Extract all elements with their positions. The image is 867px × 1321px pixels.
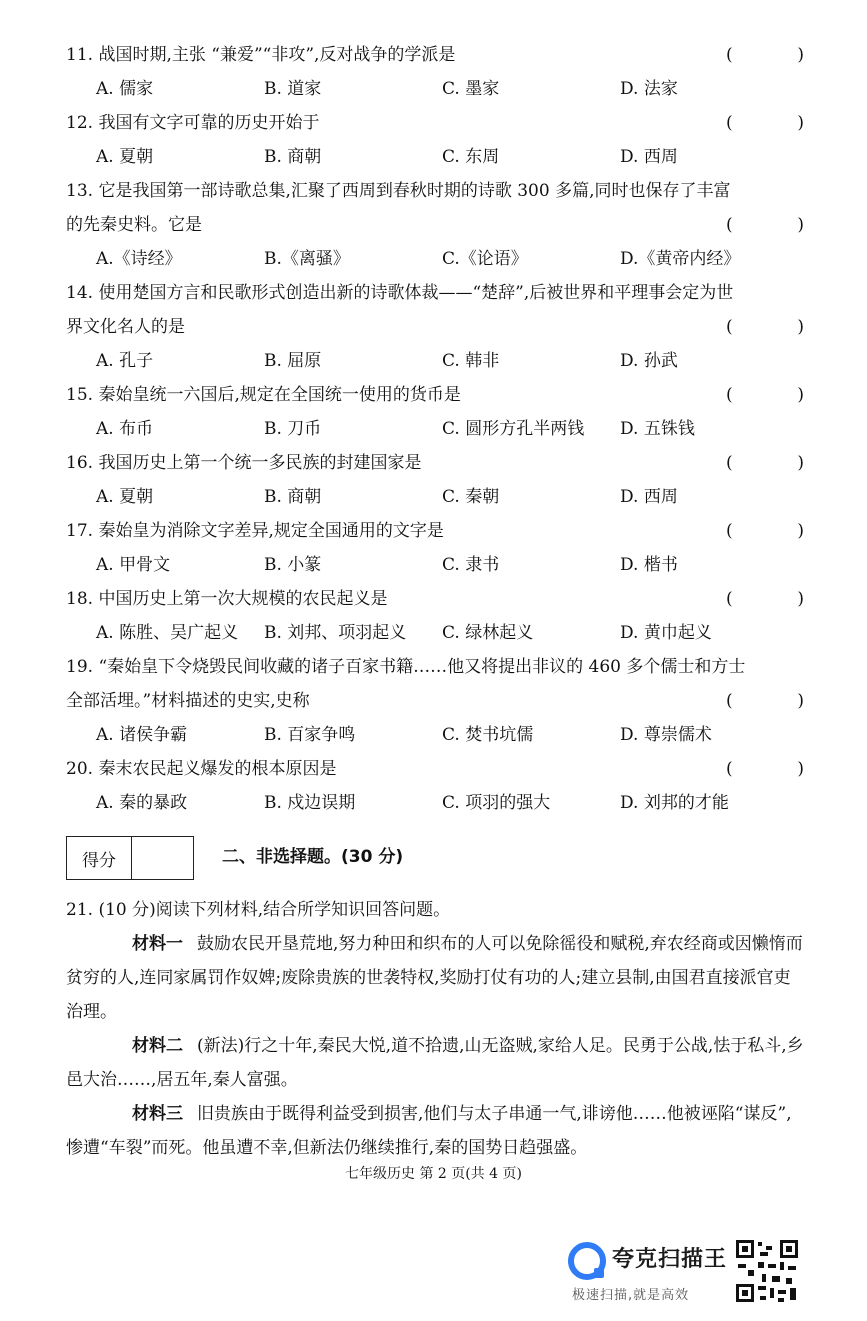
option-row xyxy=(66,344,806,378)
question-text: 17. 秦始皇为消除文字差异,规定全国通用的文字是 xyxy=(66,521,444,541)
material-2 xyxy=(66,1029,806,1097)
option-a: A. 布币 xyxy=(96,419,154,439)
option-d: D. 西周 xyxy=(620,147,678,167)
paren-close: ) xyxy=(797,215,804,235)
option-row xyxy=(66,718,806,752)
option-a: A. 孔子 xyxy=(96,351,154,371)
option-row xyxy=(66,480,806,514)
option-b: B. 百家争鸣 xyxy=(264,725,356,745)
question-text: 19. “秦始皇下令烧毁民间收藏的诸子百家书籍……他又将提出非议的 460 多个儒士和方士 xyxy=(66,657,746,677)
option-c: C. 绿林起义 xyxy=(442,623,534,643)
paren-open: ( xyxy=(726,317,733,337)
question-stem xyxy=(66,310,806,344)
question-stem xyxy=(66,174,806,208)
answer-bracket[interactable] xyxy=(726,38,804,72)
paren-close: ) xyxy=(797,113,804,133)
option-row xyxy=(66,140,806,174)
paren-close: ) xyxy=(797,385,804,405)
option-a: A. 甲骨文 xyxy=(96,555,171,575)
option-a: A. 夏朝 xyxy=(96,147,154,167)
answer-bracket[interactable] xyxy=(726,446,804,480)
scanner-brand: 夸克扫描王 xyxy=(612,1247,728,1272)
score-blank xyxy=(132,837,193,879)
answer-bracket[interactable] xyxy=(726,208,804,242)
question-stem xyxy=(66,446,806,480)
option-d: D.《黄帝内经》 xyxy=(620,249,741,269)
option-a: A. 诸侯争霸 xyxy=(96,725,188,745)
material-name: 材料二 xyxy=(132,1036,183,1056)
paren-close: ) xyxy=(797,691,804,711)
question-text: 界文化名人的是 xyxy=(66,317,185,337)
question-text: 20. 秦末农民起义爆发的根本原因是 xyxy=(66,759,337,779)
option-b: B. 刘邦、项羽起义 xyxy=(264,623,407,643)
paren-close: ) xyxy=(797,589,804,609)
qr-code-icon xyxy=(734,1238,800,1304)
material-text: 旧贵族由于既得利益受到损害,他们与太子串通一气,诽谤他……他被诬陷“谋反”,惨遭“车裂”而死。他虽遭不幸,但新法仍继续推行,秦的国势日趋强盛。 xyxy=(66,1104,792,1158)
section-title: 二、非选择题。(30 分) xyxy=(222,847,404,867)
answer-bracket[interactable] xyxy=(726,378,804,412)
option-a: A. 陈胜、吴广起义 xyxy=(96,623,239,643)
question-16 xyxy=(66,446,806,514)
option-d: D. 楷书 xyxy=(620,555,678,575)
option-d: D. 法家 xyxy=(620,79,678,99)
paren-close: ) xyxy=(797,453,804,473)
question-stem xyxy=(66,650,806,684)
option-b: B. 道家 xyxy=(264,79,322,99)
answer-bracket[interactable] xyxy=(726,106,804,140)
option-a: A. 夏朝 xyxy=(96,487,154,507)
option-row xyxy=(66,412,806,446)
paren-open: ( xyxy=(726,759,733,779)
paren-open: ( xyxy=(726,385,733,405)
question-11 xyxy=(66,38,806,106)
question-13 xyxy=(66,174,806,276)
option-d: D. 五铢钱 xyxy=(620,419,695,439)
question-stem xyxy=(66,208,806,242)
question-14 xyxy=(66,276,806,378)
option-b: B. 商朝 xyxy=(264,147,322,167)
option-d: D. 孙武 xyxy=(620,351,678,371)
option-c: C. 墨家 xyxy=(442,79,500,99)
paren-open: ( xyxy=(726,691,733,711)
option-b: B. 戍边误期 xyxy=(264,793,356,813)
question-17 xyxy=(66,514,806,582)
paren-close: ) xyxy=(797,759,804,779)
answer-bracket[interactable] xyxy=(726,582,804,616)
question-stem xyxy=(66,582,806,616)
material-text: 鼓励农民开垦荒地,努力种田和织布的人可以免除徭役和赋税,弃农经商或因懒惰而贫穷的人,连同家属罚作奴婢;废除贵族的世袭特权,奖励打仗有功的人;建立县制,由国君直接派官吏治理。 xyxy=(66,934,803,1022)
answer-bracket[interactable] xyxy=(726,684,804,718)
question-21-stem: 21. (10 分)阅读下列材料,结合所学知识回答问题。 xyxy=(66,900,451,920)
option-c: C. 东周 xyxy=(442,147,500,167)
paren-close: ) xyxy=(797,45,804,65)
paren-close: ) xyxy=(797,521,804,541)
option-row xyxy=(66,616,806,650)
option-row xyxy=(66,548,806,582)
option-c: C. 隶书 xyxy=(442,555,500,575)
option-b: B.《离骚》 xyxy=(264,249,350,269)
question-stem xyxy=(66,684,806,718)
question-19 xyxy=(66,650,806,752)
question-stem xyxy=(66,752,806,786)
option-c: C. 焚书坑儒 xyxy=(442,725,534,745)
option-a: A. 儒家 xyxy=(96,79,154,99)
question-text: 15. 秦始皇统一六国后,规定在全国统一使用的货币是 xyxy=(66,385,461,405)
scanner-slogan: 极速扫描,就是高效 xyxy=(572,1288,690,1303)
material-1 xyxy=(66,927,806,1029)
question-text: 的先秦史料。它是 xyxy=(66,215,202,235)
paren-open: ( xyxy=(726,521,733,541)
question-18 xyxy=(66,582,806,650)
option-d: D. 黄巾起义 xyxy=(620,623,712,643)
question-stem xyxy=(66,514,806,548)
question-text: 18. 中国历史上第一次大规模的农民起义是 xyxy=(66,589,388,609)
option-a: A. 秦的暴政 xyxy=(96,793,188,813)
answer-bracket[interactable] xyxy=(726,752,804,786)
material-name: 材料三 xyxy=(132,1104,183,1124)
paren-open: ( xyxy=(726,113,733,133)
question-12 xyxy=(66,106,806,174)
question-text: 16. 我国历史上第一个统一多民族的封建国家是 xyxy=(66,453,422,473)
paren-open: ( xyxy=(726,215,733,235)
question-stem xyxy=(66,276,806,310)
scanner-watermark xyxy=(568,1238,808,1308)
question-text: 12. 我国有文字可靠的历史开始于 xyxy=(66,113,320,133)
material-3 xyxy=(66,1097,806,1165)
option-c: C. 项羽的强大 xyxy=(442,793,551,813)
option-c: C.《论语》 xyxy=(442,249,528,269)
score-box xyxy=(66,836,194,880)
question-stem xyxy=(66,38,806,72)
paren-close: ) xyxy=(797,317,804,337)
option-row xyxy=(66,72,806,106)
question-stem xyxy=(66,378,806,412)
paren-open: ( xyxy=(726,45,733,65)
option-b: B. 刀币 xyxy=(264,419,322,439)
material-name: 材料一 xyxy=(132,934,183,954)
option-b: B. 屈原 xyxy=(264,351,322,371)
option-c: C. 韩非 xyxy=(442,351,500,371)
question-20 xyxy=(66,752,806,820)
option-row xyxy=(66,786,806,820)
question-text: 11. 战国时期,主张 “兼爱”“非攻”,反对战争的学派是 xyxy=(66,45,456,65)
question-stem xyxy=(66,106,806,140)
option-c: C. 圆形方孔半两钱 xyxy=(442,419,585,439)
question-text: 全部活埋。”材料描述的史实,史称 xyxy=(66,691,310,711)
option-a: A.《诗经》 xyxy=(96,249,182,269)
option-c: C. 秦朝 xyxy=(442,487,500,507)
option-b: B. 小篆 xyxy=(264,555,322,575)
page-footer: 七年级历史 第 2 页(共 4 页) xyxy=(345,1166,522,1182)
paren-open: ( xyxy=(726,589,733,609)
question-15 xyxy=(66,378,806,446)
option-d: D. 尊崇儒术 xyxy=(620,725,712,745)
score-label: 得分 xyxy=(67,837,132,879)
option-d: D. 刘邦的才能 xyxy=(620,793,729,813)
option-row xyxy=(66,242,806,276)
answer-bracket[interactable] xyxy=(726,514,804,548)
answer-bracket[interactable] xyxy=(726,310,804,344)
scanner-logo-icon xyxy=(568,1242,606,1280)
option-b: B. 商朝 xyxy=(264,487,322,507)
question-text: 14. 使用楚国方言和民歌形式创造出新的诗歌体裁——“楚辞”,后被世界和平理事会定为世 xyxy=(66,283,734,303)
question-text: 13. 它是我国第一部诗歌总集,汇聚了西周到春秋时期的诗歌 300 多篇,同时也保存了丰富 xyxy=(66,181,731,201)
option-d: D. 西周 xyxy=(620,487,678,507)
material-text: (新法)行之十年,秦民大悦,道不拾遗,山无盗贼,家给人足。民勇于公战,怯于私斗,乡邑大治……,居五年,秦人富强。 xyxy=(66,1036,804,1090)
paren-open: ( xyxy=(726,453,733,473)
